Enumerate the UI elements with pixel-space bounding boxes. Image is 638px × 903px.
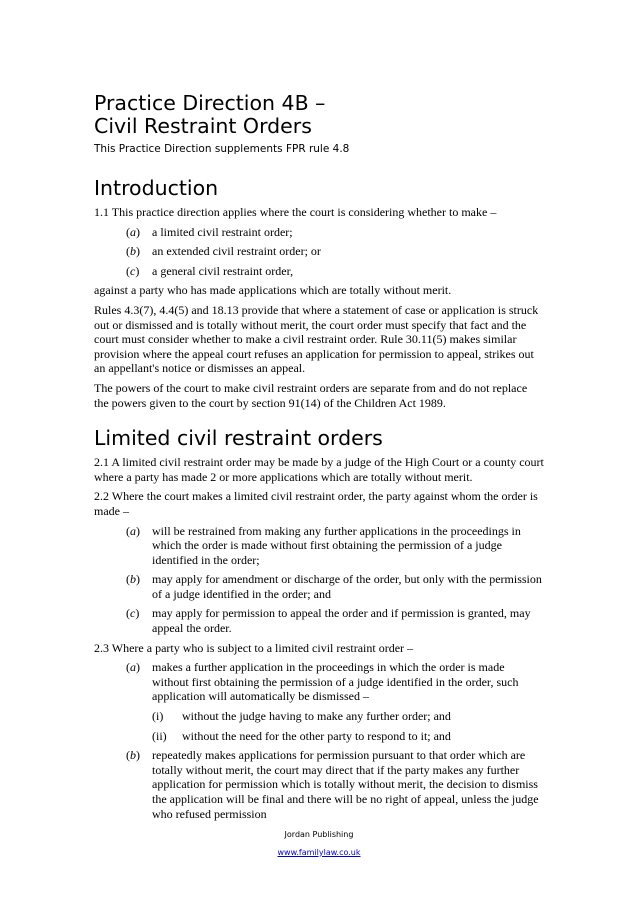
section-heading-introduction: Introduction	[94, 176, 219, 200]
list-item: (b) an extended civil restraint order; or	[126, 244, 321, 259]
item-label: a	[130, 523, 136, 538]
footer-website-link[interactable]: www.familylaw.co.uk	[277, 848, 361, 857]
list-item: (b) may apply for amendment or discharge of the order, but only with the permission of a judge identified in the order; and	[126, 572, 542, 601]
item-text: will be restrained from making any further applications in the proceedings in which the order is made without first obtaining the permission of a judge identified in the order;	[152, 523, 521, 567]
paragraph-rules: Rules 4.3(7), 4.4(5) and 18.13 provide that where a statement of case or application is struck out or dismissed and is totally without merit, the court order must specify that fact and the court must consider whether to make a civil restraint order. Rule 30.11(5) makes similar provision where the appeal court refuses an application for permission to appeal, strikes out an appellant's notice or dismisses an appeal.	[94, 302, 539, 376]
sub-list-item	[94, 709, 544, 724]
paragraph-2-1: 2.1 A limited civil restraint order may be made by a judge of the High Court or a county court where a party has made 2 or more applications which are totally without merit.	[94, 455, 544, 484]
item-text: may apply for amendment or discharge of the order, but only with the permission of a judge identified in the order; and	[152, 572, 542, 601]
item-text: a general civil restraint order,	[152, 263, 294, 278]
page-title	[94, 92, 544, 138]
item-label: b	[130, 244, 136, 259]
paragraph-powers: The powers of the court to make civil restraint orders are separate from and do not replace the powers given to the court by section 91(14) of the Children Act 1989.	[94, 380, 528, 410]
list-item: (a) will be restrained from making any further applications in the proceedings in which the order is made without first obtaining the permission of a judge identified in the order;	[126, 523, 521, 567]
paragraph-against-party: against a party who has made applications which are totally without merit.	[94, 283, 452, 298]
item-text: a limited civil restraint order;	[152, 224, 293, 239]
item-label: b	[130, 572, 136, 587]
page-subtitle: This Practice Direction supplements FPR rule 4.8	[94, 143, 350, 155]
list-item: (c) may apply for permission to appeal the order and if permission is granted, may appeal the order.	[126, 606, 531, 636]
sub-item-label: (i)	[152, 709, 164, 724]
document-body	[94, 92, 544, 826]
section-heading-limited-orders: Limited civil restraint orders	[94, 426, 383, 451]
item-text: may apply for permission to appeal the order and if permission is granted, may appeal the order.	[152, 606, 531, 636]
item-label: a	[130, 660, 136, 675]
item-text: repeatedly makes applications for permission pursuant to that order which are totally without merit, the court may direct that if the party makes any further application for permission which is totally without merit, the decision to dismiss the application will be final and there will be no right of appeal, unless the judge who refused permission	[152, 748, 539, 821]
sub-list-item	[94, 729, 544, 744]
paragraph-2-3: 2.3 Where a party who is subject to a limited civil restraint order –	[94, 640, 414, 655]
sub-item-text: without the judge having to make any further order; and	[182, 709, 451, 724]
title-line-1: Practice Direction 4B –	[94, 91, 326, 115]
sub-item-text: without the need for the other party to respond to it; and	[182, 728, 451, 743]
sub-item-label: (ii)	[152, 728, 167, 743]
paragraph-2-2: 2.2 Where the court makes a limited civil restraint order, the party against whom the order is made –	[94, 489, 538, 518]
item-label: b	[130, 748, 136, 763]
item-label: c	[130, 263, 136, 278]
item-label: c	[130, 606, 136, 621]
paragraph-1-1: 1.1 This practice direction applies where the court is considering whether to make –	[94, 205, 497, 219]
item-text: makes a further application in the proceedings in which the order is made without first obtaining the permission of a judge identified in the order, such application will automatically be dismissed –	[152, 660, 519, 704]
list-item: (a) makes a further application in the proceedings in which the order is made without first obtaining the permission of a judge identified in the order, such application will automatically be dismissed –	[126, 660, 519, 704]
list-item: (c) a general civil restraint order,	[126, 263, 294, 278]
footer-link-wrapper	[0, 847, 638, 859]
item-text: an extended civil restraint order; or	[152, 244, 321, 259]
list-item: (a) a limited civil restraint order;	[126, 224, 293, 239]
item-label: a	[130, 224, 136, 239]
title-line-2: Civil Restraint Orders	[94, 114, 312, 138]
list-item: (b) repeatedly makes applications for permission pursuant to that order which are totally without merit, the court may direct that if the party makes any further application for permission which is totally without merit, the decision to dismiss the application will be final and there will be no right of appeal, unless the judge who refused permission	[126, 748, 539, 821]
footer-publisher: Jordan Publishing	[284, 830, 354, 839]
